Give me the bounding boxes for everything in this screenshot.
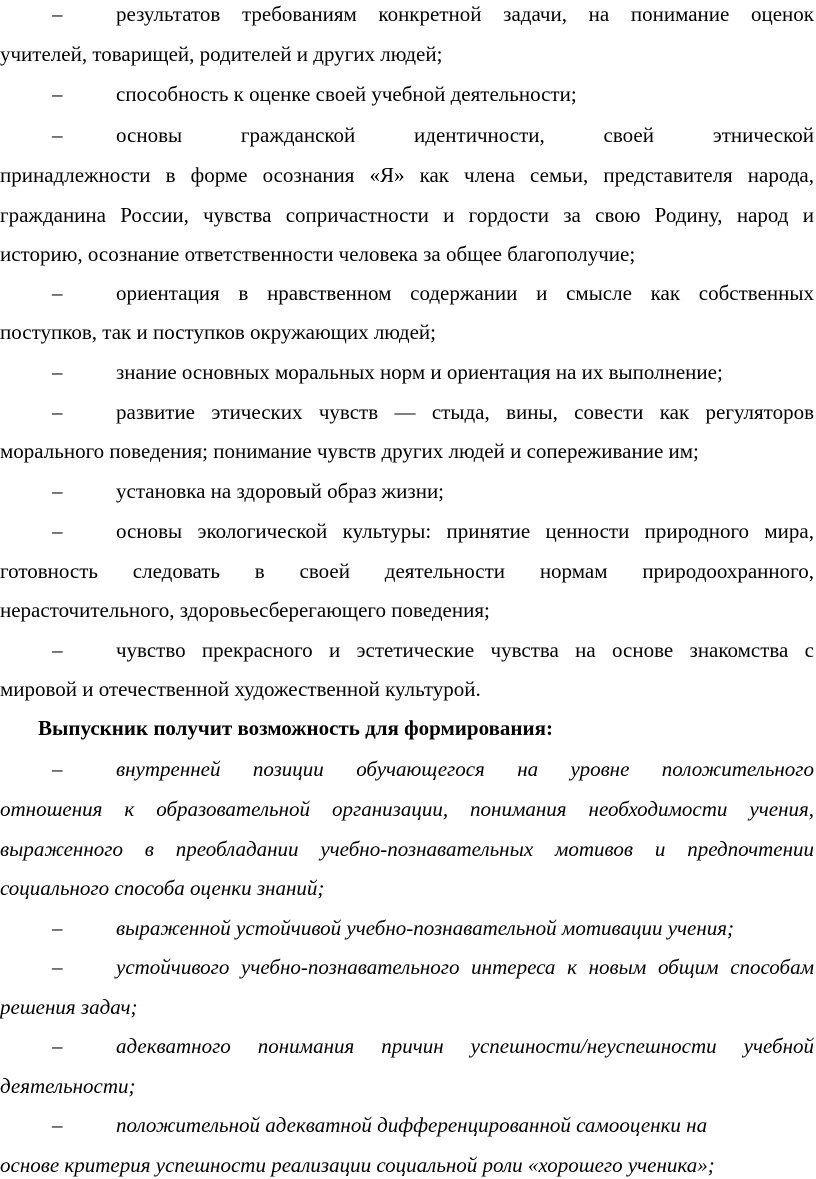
text-line: развитие этических чувств — стыда, вины, совести как регуляторов xyxy=(116,400,814,424)
text-line: принадлежности в форме осознания «Я» как члена семьи, представителя народа, xyxy=(0,163,814,187)
text-line: внутренней позиции обучающегося на уровне положительного xyxy=(116,757,814,781)
text-line: поступков, так и поступков окружающих людей; xyxy=(0,320,436,344)
list-item xyxy=(0,279,814,307)
heading-text: Выпускник получит возможность для формирования: xyxy=(38,716,553,740)
list-item xyxy=(0,121,814,149)
text-line: решения задач; xyxy=(0,995,138,1019)
dash-marker: – xyxy=(52,519,63,543)
dash-marker: – xyxy=(52,916,63,940)
dash-marker: – xyxy=(52,638,63,662)
text-line: нерасточительного, здоровьесберегающего поведения; xyxy=(0,598,490,622)
list-item xyxy=(0,517,814,545)
text-line: положительной адекватной дифференцированной самооценки на xyxy=(116,1113,708,1137)
text-line: морального поведения; понимание чувств других людей и сопереживание им; xyxy=(0,439,699,463)
text-line: отношения к образовательной организации, понимания необходимости учения, xyxy=(0,797,814,821)
text-line: основы гражданской идентичности, своей этнической xyxy=(116,123,814,147)
dash-marker: – xyxy=(52,757,63,781)
list-item xyxy=(0,953,814,981)
text-line: выраженного в преобладании учебно-познавательных мотивов и предпочтении xyxy=(0,837,814,861)
list-item xyxy=(0,914,814,942)
list-item xyxy=(0,1032,814,1060)
dash-marker: – xyxy=(52,2,63,26)
text-line: деятельности; xyxy=(0,1074,136,1098)
dash-marker: – xyxy=(52,955,63,979)
list-item xyxy=(0,358,814,386)
text-line: гражданина России, чувства сопричастности и гордости за свою Родину, народ и xyxy=(0,203,814,227)
text-line: чувство прекрасного и эстетические чувства на основе знакомства с xyxy=(116,638,814,662)
text-line: результатов требованиям конкретной задачи, на понимание оценок xyxy=(116,2,814,26)
text-line: готовность следовать в своей деятельности нормам природоохранного, xyxy=(0,559,814,583)
list-item xyxy=(0,1111,814,1139)
text-line: знание основных моральных норм и ориентация на их выполнение; xyxy=(116,360,723,384)
text-line: учителей, товарищей, родителей и других людей; xyxy=(0,42,443,66)
list-item xyxy=(0,755,814,783)
list-item xyxy=(0,398,814,426)
dash-marker: – xyxy=(52,123,63,147)
dash-marker: – xyxy=(52,82,63,106)
dash-marker: – xyxy=(52,479,63,503)
text-line: установка на здоровый образ жизни; xyxy=(116,479,445,503)
text-line: способность к оценке своей учебной деятельности; xyxy=(116,82,577,106)
section-heading xyxy=(0,714,814,742)
text-line: ориентация в нравственном содержании и смысле как собственных xyxy=(116,281,814,305)
text-line: выраженной устойчивой учебно-познавательной мотивации учения; xyxy=(116,916,735,940)
dash-marker: – xyxy=(52,400,63,424)
text-line: адекватного понимания причин успешности/неуспешности учебной xyxy=(116,1034,814,1058)
dash-marker: – xyxy=(52,281,63,305)
dash-marker: – xyxy=(52,1034,63,1058)
list-item xyxy=(0,636,814,664)
text-line: устойчивого учебно-познавательного интереса к новым общим способам xyxy=(116,955,814,979)
list-item xyxy=(0,80,814,108)
text-line: основы экологической культуры: принятие ценности природного мира, xyxy=(116,519,814,543)
dash-marker: – xyxy=(52,1113,63,1137)
text-line: историю, осознание ответственности человека за общее благополучие; xyxy=(0,242,636,266)
text-line: основе критерия успешности реализации социальной роли «хорошего ученика»; xyxy=(0,1153,715,1177)
text-line: социального способа оценки знаний; xyxy=(0,876,325,900)
list-item xyxy=(0,0,814,28)
list-item xyxy=(0,477,814,505)
text-line: мировой и отечественной художественной культурой. xyxy=(0,677,481,701)
dash-marker: – xyxy=(52,360,63,384)
